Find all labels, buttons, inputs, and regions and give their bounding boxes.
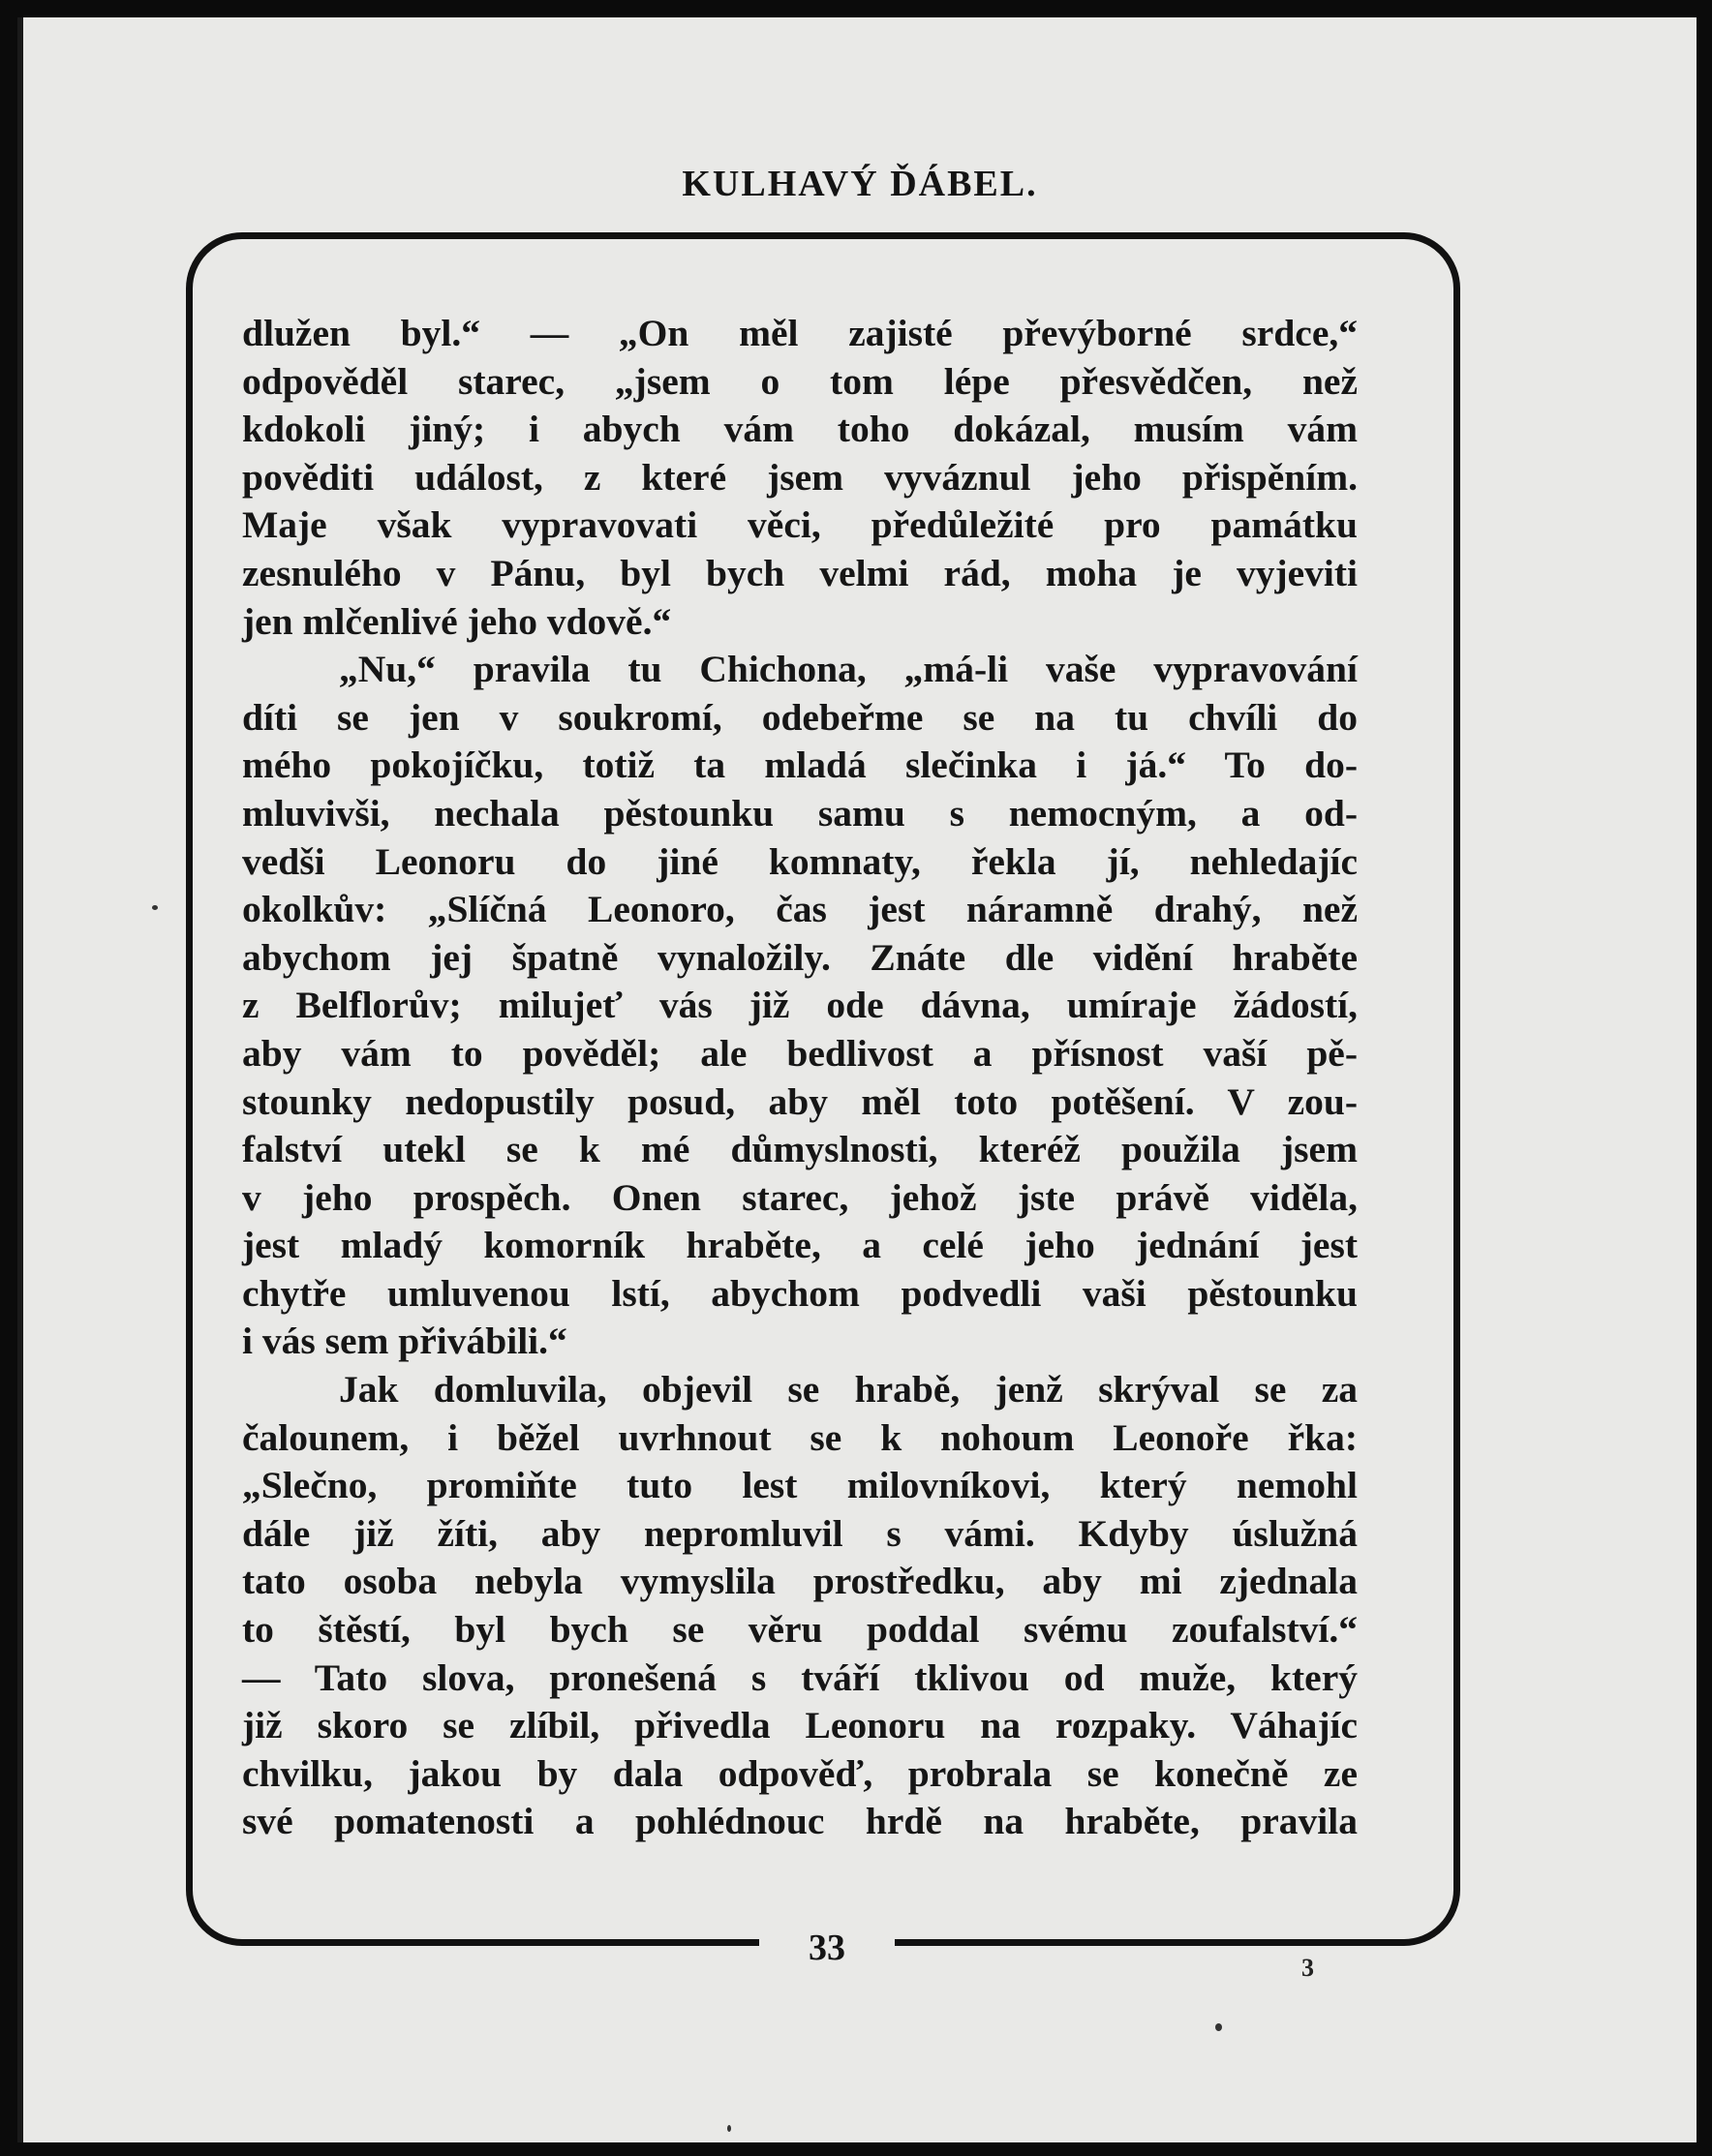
text-line: „Nu,“ pravila tu Chichona, „má-li vaše vypravování (339, 648, 1358, 691)
text-line: okolkův: „Slíčná Leonoro, čas jest náramně drahý, než (242, 888, 1358, 931)
signature-mark: 3 (1301, 1954, 1314, 1982)
text-line: v jeho prospěch. Onen starec, jehož jste právě viděla, (242, 1175, 1358, 1219)
running-header: KULHAVÝ ĎÁBEL. (682, 164, 1038, 204)
text-line: aby vám to pověděl; ale bedlivost a přísnost vaší pě- (242, 1031, 1358, 1075)
ink-speck (727, 2125, 731, 2132)
text-line: své pomatenosti a pohlédnouc hrdě na hraběte, pravila (242, 1800, 1358, 1843)
text-line: čalounem, i běžel uvrhnout se k nohoum Leonoře řka: (242, 1415, 1358, 1459)
text-line: Maje však vypravovati věci, předůležité pro památku (242, 503, 1358, 547)
text-line: Jak domluvila, objevil se hrabě, jenž skrýval se za (339, 1368, 1358, 1412)
text-line: — Tato slova, pronešená s tváří tklivou od muže, který (242, 1655, 1358, 1699)
ink-speck (152, 905, 158, 910)
text-line: kdokoli jiný; i abych vám toho dokázal, musím vám (242, 408, 1358, 451)
text-line: i vás sem přivábili.“ (242, 1320, 567, 1363)
page-number: 33 (809, 1928, 845, 1968)
text-line: chytře umluvenou lstí, abychom podvedli vaši pěstounku (242, 1271, 1358, 1315)
text-line: jen mlčenlivé jeho vdově.“ (242, 599, 672, 643)
text-line: díti se jen v soukromí, odebeřme se na tu chvíli do (242, 695, 1358, 739)
text-line: dále již žíti, aby nepromluvil s vámi. Kdyby úslužná (242, 1511, 1358, 1555)
text-line: mého pokojíčku, totiž ta mladá slečinka i já.“ To do- (242, 744, 1358, 787)
ink-speck (1215, 2023, 1222, 2031)
text-line: již skoro se zlíbil, přivedla Leonoru na rozpaky. Váhajíc (242, 1704, 1358, 1747)
text-line: z Belflorův; milujeť vás již ode dávna, umíraje žádostí, (242, 984, 1358, 1027)
text-line: to štěstí, byl bych se věru poddal svému zoufalství.“ (242, 1608, 1358, 1652)
text-line: vedši Leonoru do jiné komnaty, řekla jí, nehledajíc (242, 839, 1358, 883)
text-line: zesnulého v Pánu, byl bych velmi rád, moha je vyjeviti (242, 551, 1358, 594)
text-line: jest mladý komorník hraběte, a celé jeho jednání jest (242, 1224, 1358, 1267)
text-line: chvilku, jakou by dala odpověď, probrala se konečně ze (242, 1751, 1358, 1795)
text-line: pověditi událost, z které jsem vyváznul jeho přispěním. (242, 455, 1358, 499)
text-line: „Slečno, promiňte tuto lest milovníkovi, který nemohl (242, 1464, 1358, 1507)
text-line: stounky nedopustily posud, aby měl toto potěšení. V zou- (242, 1079, 1358, 1123)
text-line: abychom jej špatně vynaložily. Znáte dle vidění hraběte (242, 935, 1358, 979)
text-line: tato osoba nebyla vymyslila prostředku, aby mi zjednala (242, 1560, 1358, 1603)
body-text (242, 310, 1358, 1846)
text-line: dlužen byl.“ — „On měl zajisté převýborné srdce,“ (242, 312, 1358, 354)
text-line: odpověděl starec, „jsem o tom lépe přesvědčen, než (242, 359, 1358, 403)
text-line: falství utekl se k mé důmyslnosti, kteréž použila jsem (242, 1128, 1358, 1171)
text-line: mluvivši, nechala pěstounku samu s nemocným, a od- (242, 791, 1358, 835)
